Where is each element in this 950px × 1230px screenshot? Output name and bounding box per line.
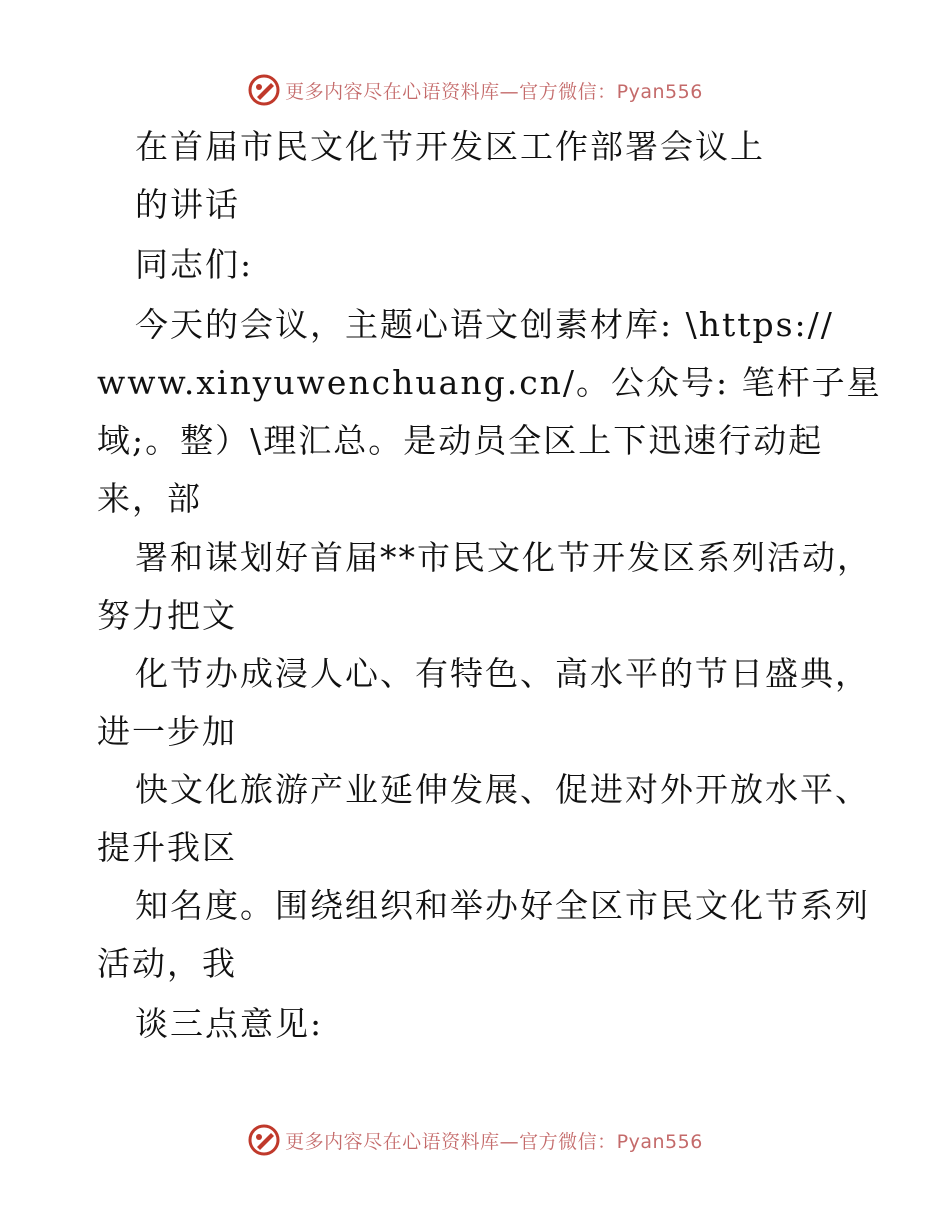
banner-text: 更多内容尽在心语资料库—官方微信：Pyan556 <box>285 1130 703 1153</box>
salutation: 同志们: <box>135 245 254 284</box>
footer-banner <box>0 1120 950 1160</box>
paragraph-line: 来，部 <box>97 479 202 518</box>
paragraph-line: 谈三点意见: <box>135 1004 324 1043</box>
paragraph-line: 知名度。围绕组织和举办好全区市民文化节系列 <box>135 886 870 925</box>
title-line-1: 在首届市民文化节开发区工作部署会议上 <box>135 127 765 166</box>
paragraph-line: 提升我区 <box>97 828 237 867</box>
logo-icon <box>247 1123 281 1157</box>
paragraph-line: 署和谋划好首届**市民文化节开发区系列活动， <box>135 538 872 577</box>
logo-icon <box>247 73 281 107</box>
header-banner <box>0 70 950 110</box>
paragraph-line: 快文化旅游产业延伸发展、促进对外开放水平、 <box>135 770 870 809</box>
paragraph-line: 化节办成浸人心、有特色、高水平的节日盛典， <box>135 654 870 693</box>
paragraph-line: 努力把文 <box>97 596 237 635</box>
title-line-2: 的讲话 <box>135 185 240 224</box>
paragraph-line: www.xinyuwenchuang.cn/。公众号: 笔杆子星 <box>97 363 882 402</box>
paragraph-line: 进一步加 <box>97 712 237 751</box>
paragraph-line: 活动，我 <box>97 944 237 983</box>
paragraph-line: 今天的会议，主题心语文创素材库: \https:// <box>135 305 834 344</box>
paragraph-line: 域;。整）\理汇总。是动员全区上下迅速行动起 <box>97 421 824 460</box>
banner-text: 更多内容尽在心语资料库—官方微信：Pyan556 <box>285 80 703 103</box>
